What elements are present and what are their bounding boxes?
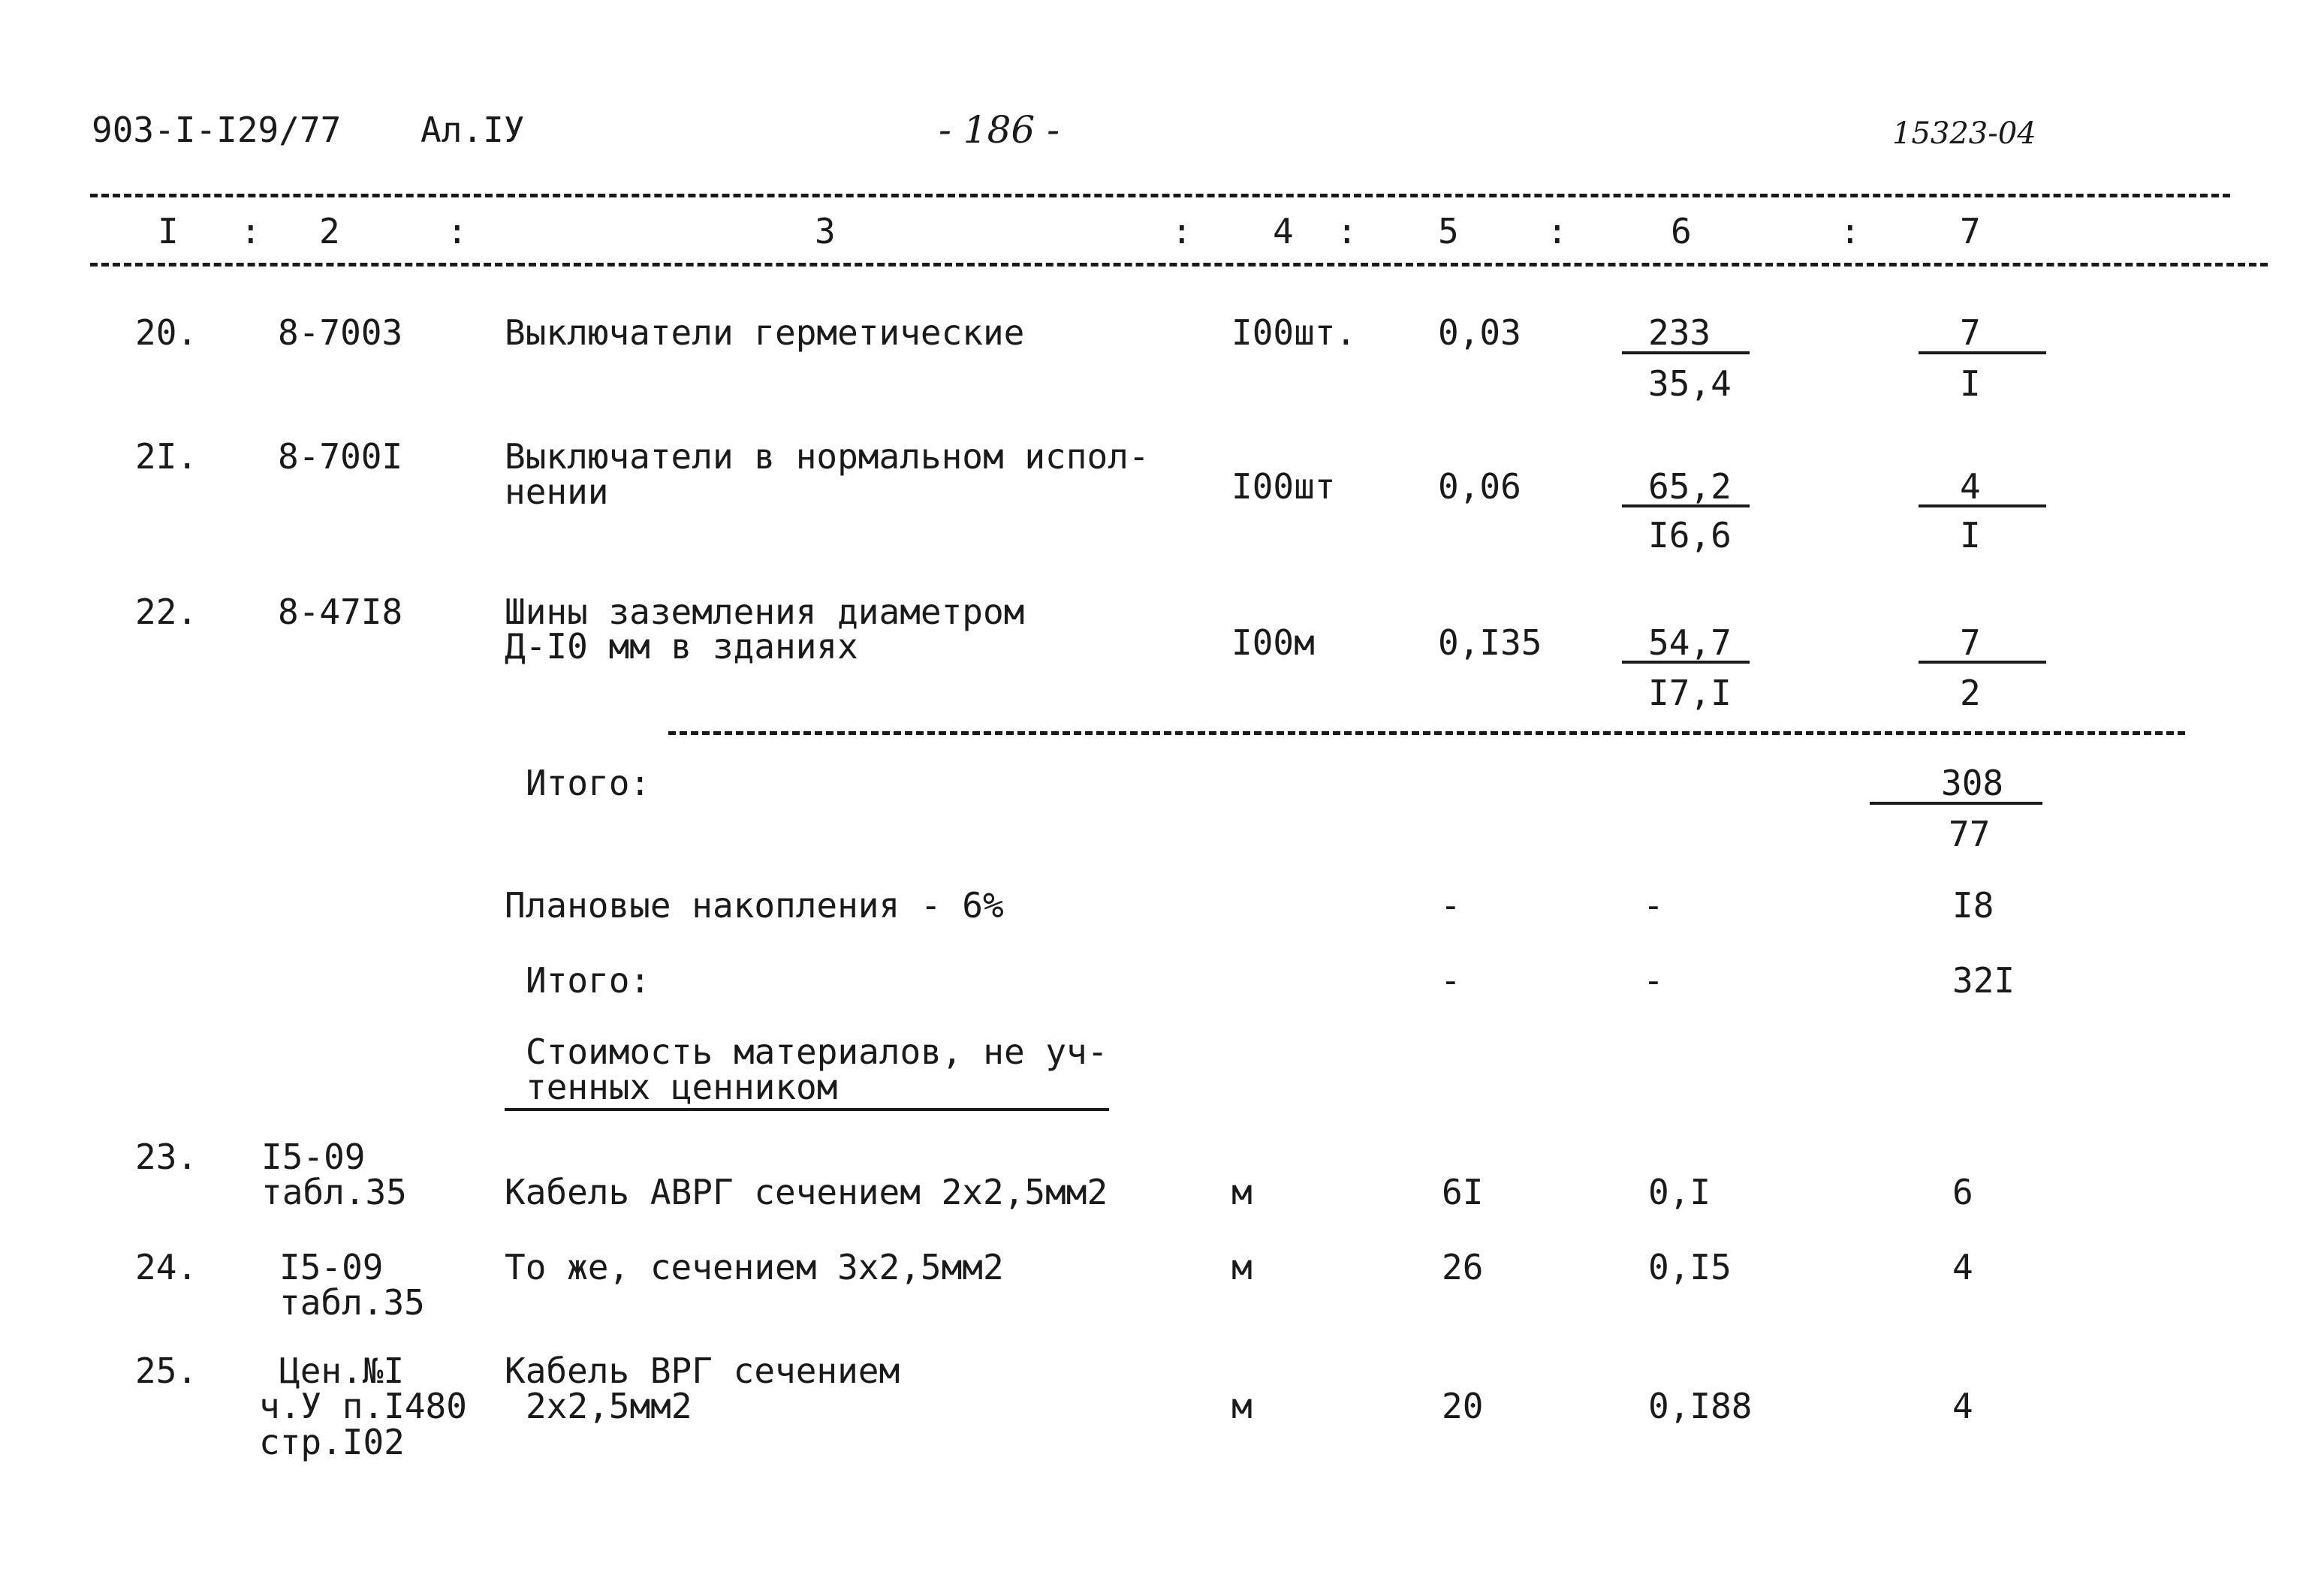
unit: I00шт [1231, 466, 1336, 507]
document-code: 903-I-I29/77 [92, 110, 342, 150]
fraction-bar [1919, 351, 2046, 354]
materials-heading-underline [505, 1108, 1109, 1111]
column-separator: : [1337, 211, 1358, 251]
price-code-table: табл.35 [261, 1172, 407, 1212]
unit-price-wages: I6,6 [1648, 515, 1732, 556]
row-number: 24. [135, 1247, 198, 1287]
price-code: I5-09 [261, 1137, 366, 1177]
total-label: Итого: [526, 960, 651, 1001]
planned-savings-col5: - [1440, 885, 1461, 926]
unit: I00м [1231, 622, 1315, 663]
price-code-page: стр.I02 [259, 1422, 405, 1462]
item-name: Выключатели в нормальном испол- [505, 436, 1150, 477]
total-col5: - [1440, 960, 1461, 1001]
fraction-bar [1622, 504, 1750, 507]
unit-price: 0,I88 [1648, 1386, 1753, 1426]
unit-price-wages: I7,I [1648, 673, 1732, 713]
cost-total: 4 [1952, 1247, 1973, 1287]
subtotal-rule [668, 731, 2185, 735]
unit: м [1231, 1386, 1252, 1426]
row-number: 22. [135, 592, 198, 632]
unit-price: 0,I [1648, 1172, 1711, 1212]
fraction-bar [1622, 661, 1750, 664]
column-separator: : [240, 211, 261, 251]
cost-wages: 2 [1960, 673, 1981, 713]
fraction-bar [1622, 351, 1750, 354]
subtotal-label: Итого: [526, 763, 651, 803]
column-header-5: 5 [1438, 211, 1459, 251]
column-header-2: 2 [319, 211, 340, 251]
item-name-continued: нении [505, 471, 609, 512]
price-code-table: табл.35 [279, 1282, 425, 1323]
cost-total: 7 [1960, 622, 1981, 663]
item-name-continued: Д-I0 мм в зданиях [505, 626, 858, 667]
unit-price-total: 54,7 [1648, 622, 1732, 663]
page-number: - 186 - [939, 108, 1060, 152]
total-value: 32I [1952, 960, 2015, 1001]
fraction-bar [1870, 802, 2042, 805]
materials-heading: Стоимость материалов, не уч- [526, 1031, 1108, 1072]
item-name: Шины заземления диаметром [505, 592, 1025, 632]
planned-savings-col6: - [1643, 885, 1664, 926]
planned-savings-value: I8 [1952, 885, 1994, 926]
quantity: 0,I35 [1438, 622, 1542, 663]
cost-total: 4 [1952, 1386, 1973, 1426]
cost-total: 6 [1952, 1172, 1973, 1212]
price-code: I5-09 [279, 1247, 384, 1287]
cost-wages: I [1960, 515, 1981, 556]
column-header-6: 6 [1671, 211, 1692, 251]
unit: м [1231, 1247, 1252, 1287]
quantity: 0,06 [1438, 466, 1521, 507]
unit-price-total: 233 [1648, 312, 1711, 353]
fraction-bar [1919, 504, 2046, 507]
price-code: 8-7003 [278, 312, 403, 353]
planned-savings-label: Плановые накопления - 6% [505, 885, 1004, 926]
table-header-rule [90, 263, 2268, 267]
unit: I00шт. [1231, 312, 1357, 353]
column-separator: : [1547, 211, 1568, 251]
column-header-7: 7 [1960, 211, 1981, 251]
quantity: 20 [1442, 1386, 1484, 1426]
cost-wages: I [1960, 363, 1981, 404]
album-number: Ал.IУ [421, 110, 525, 150]
fraction-bar [1919, 661, 2046, 664]
table-top-rule [90, 194, 2230, 197]
unit: м [1231, 1172, 1252, 1212]
unit-price-wages: 35,4 [1648, 363, 1732, 404]
materials-heading-continued: тенных ценником [526, 1067, 838, 1107]
column-separator: : [1171, 211, 1192, 251]
item-name: Кабель АВРГ сечением 2х2,5мм2 [505, 1172, 1108, 1212]
item-name: Кабель ВРГ сечением [505, 1351, 900, 1391]
row-number: 25. [135, 1351, 198, 1391]
quantity: 0,03 [1438, 312, 1521, 353]
quantity: 26 [1442, 1247, 1484, 1287]
column-header-1: I [158, 211, 179, 251]
subtotal-total: 308 [1941, 763, 2004, 803]
column-header-4: 4 [1273, 211, 1294, 251]
cost-total: 7 [1960, 312, 1981, 353]
price-code-part: ч.У п.I480 [259, 1386, 467, 1426]
unit-price: 0,I5 [1648, 1247, 1732, 1287]
quantity: 6I [1442, 1172, 1484, 1212]
row-number: 20. [135, 312, 198, 353]
item-name: Выключатели герметические [505, 312, 1025, 353]
column-header-3: 3 [815, 211, 836, 251]
column-separator: : [447, 211, 468, 251]
subtotal-wages: 77 [1949, 814, 1991, 854]
price-code: Цен.№I [279, 1351, 405, 1391]
row-number: 23. [135, 1137, 198, 1177]
item-name-continued: 2х2,5мм2 [526, 1386, 692, 1426]
item-name: То же, сечением 3х2,5мм2 [505, 1247, 1004, 1287]
column-separator: : [1840, 211, 1861, 251]
price-code: 8-700I [278, 436, 403, 477]
total-col6: - [1643, 960, 1664, 1001]
price-code: 8-47I8 [278, 592, 403, 632]
row-number: 2I. [135, 436, 198, 477]
archive-stamp: 15323-04 [1892, 116, 2036, 151]
unit-price-total: 65,2 [1648, 466, 1732, 507]
cost-total: 4 [1960, 466, 1981, 507]
